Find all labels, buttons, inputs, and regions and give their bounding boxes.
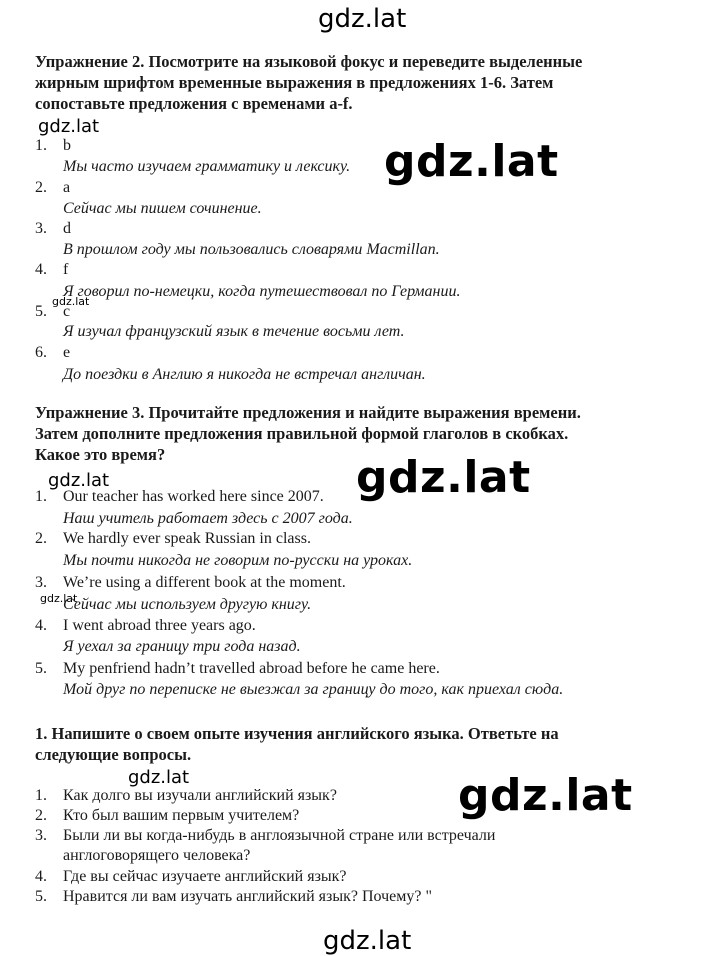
ex3-translation: Наш учитель работает здесь с 2007 года. [63, 510, 353, 527]
ex2-item-number: 5. [35, 303, 47, 320]
task1-item-number: 3. [35, 827, 47, 844]
ex2-answer: f [63, 261, 69, 278]
ex2-translation: Я изучал французский язык в течение восьми лет. [63, 323, 405, 340]
task1-item-number: 4. [35, 868, 47, 885]
ex2-answer: c [63, 303, 71, 320]
task1-question: Были ли вы когда-нибудь в англоязычной стране или встречали [63, 827, 496, 844]
ex2-translation: Сейчас мы пишем сочинение. [63, 200, 262, 217]
task1-question: Кто был вашим первым учителем? [63, 807, 300, 824]
task1-heading: 1. Напишите о своем опыте изучения английского языка. Ответьте на следующие вопросы. [35, 724, 559, 764]
ex3-english: Our teacher has worked here since 2007. [63, 488, 324, 505]
ex2-item-number: 1. [35, 137, 47, 154]
exercise3-heading: Упражнение 3. Прочитайте предложения и найдите выражения времени. Затем дополните предложения правильной формой глаголов в скобках. Какое это время? [35, 403, 581, 464]
watermark-small: gdz.lat [48, 470, 110, 491]
ex2-item-number: 6. [35, 344, 47, 361]
watermark-top: gdz.lat [318, 4, 407, 34]
task1-question-continued: англоговорящего человека? [63, 847, 251, 864]
ex2-translation: Мы часто изучаем грамматику и лексику. [63, 158, 351, 175]
task1-question: Как долго вы изучали английский язык? [63, 787, 337, 804]
ex3-translation: Я уехал за границу три года назад. [63, 638, 301, 655]
task1-item-number: 2. [35, 807, 47, 824]
ex3-item-number: 1. [35, 488, 47, 505]
ex3-item-number: 5. [35, 660, 47, 677]
ex3-english: My penfriend hadn’t travelled abroad before he came here. [63, 660, 440, 677]
ex3-translation: Сейчас мы используем другую книгу. [63, 596, 312, 613]
ex2-translation: В прошлом году мы пользовались словарями Macmillan. [63, 241, 440, 258]
watermark-big: gdz.lat [458, 770, 633, 821]
ex3-translation: Мой друг по переписке не выезжал за границу до того, как приехал сюда. [63, 681, 564, 698]
watermark-big: gdz.lat [356, 452, 531, 503]
ex3-english: We’re using a different book at the moment. [63, 574, 346, 591]
ex3-item-number: 2. [35, 530, 47, 547]
ex2-answer: a [63, 179, 71, 196]
ex2-item-number: 2. [35, 179, 47, 196]
task1-question: Нравится ли вам изучать английский язык? Почему? " [63, 888, 432, 905]
ex2-answer: b [63, 137, 71, 154]
ex3-english: We hardly ever speak Russian in class. [63, 530, 311, 547]
ex3-english: I went abroad three years ago. [63, 617, 256, 634]
ex2-item-number: 3. [35, 220, 47, 237]
watermark-small: gdz.lat [38, 116, 100, 137]
ex3-item-number: 4. [35, 617, 47, 634]
task1-question: Где вы сейчас изучаете английский язык? [63, 868, 347, 885]
ex2-translation: Я говорил по-немецки, когда путешествовал по Германии. [63, 283, 461, 300]
ex2-answer: d [63, 220, 71, 237]
ex3-translation: Мы почти никогда не говорим по-русски на уроках. [63, 552, 413, 569]
task1-item-number: 1. [35, 787, 47, 804]
exercise2-heading: Упражнение 2. Посмотрите на языковой фокус и переведите выделенные жирным шрифтом временные выражения в предложениях 1-6. Затем сопоставьте предложения с временами a-f. [35, 52, 583, 113]
ex3-item-number: 3. [35, 574, 47, 591]
watermark-bottom: gdz.lat [323, 926, 412, 956]
ex2-item-number: 4. [35, 261, 47, 278]
task1-item-number: 5. [35, 888, 47, 905]
watermark-big: gdz.lat [384, 136, 559, 187]
watermark-tiny: gdz.lat [40, 592, 78, 605]
ex2-answer: e [63, 344, 71, 361]
watermark-small: gdz.lat [128, 767, 190, 788]
ex2-translation: До поездки в Англию я никогда не встречал англичан. [63, 366, 426, 383]
watermark-tiny: gdz.lat [52, 295, 90, 308]
